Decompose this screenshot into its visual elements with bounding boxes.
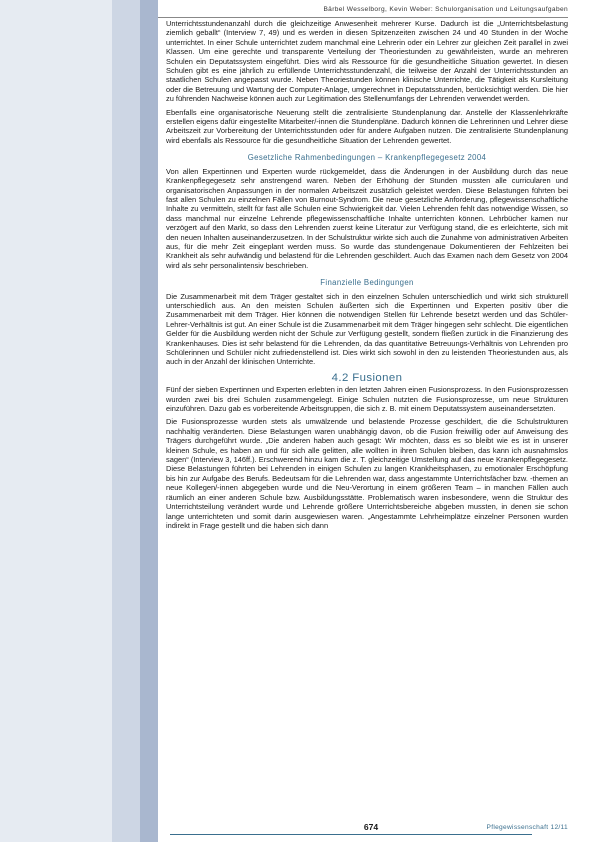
section-heading-fusionen: 4.2 Fusionen (331, 371, 403, 384)
footer-rule (170, 834, 532, 835)
heading-finanzielle-bedingungen: Finanzielle Bedingungen (320, 278, 414, 288)
paragraph-fusionen-belastung: Die Fusionsprozesse wurden stets als umwälzende und belastende Prozesse geschildert, die die Schulstrukturen nachhaltig veränderten. Diese Belastungen waren unabhängig davon, ob die Fusion freiwillig oder auf Anweisung des Trägers durchgeführt wurde. „Die anderen haben auch gesagt: Wir möchten, dass es so bleibt wie es ist in unserer kleinen Schule, es haben an und für sich alle gelitten, alle wollten in ihren Schulen bleiben, das kann ich ausnahmslos sagen“ (Interview 3, 146ff.). Erschwerend hinzu kam die z. T. gleichzeitige Umstellung auf das neue Krankenpflegegesetz. Diese Belastungen führten bei Lehrenden in einigen Schulen zu langen Krankheitsphasen, zu emotionaler Erschöpfung bis hin zur Aufgabe des Berufs. Bedeutsam für die Lehrenden war, dass angestammte Unterrichtsfächer bzw. -themen an neue Kollegen/-innen abgegeben wurde und die Neu-Verortung in einem größeren Team – in manchen Fällen auch räumlich an einer anderen Schule bzw. Ausbildungsstätte. Problematisch waren insbesondere, wenn die Struktur des Unterrichtsteilung verändert wurde und Lehrende größere Unterrichtsbereiche abgeben mussten, in denen sie schon lange unterrichteten und somit darin ausgewiesen waren. „Angestammte Lehrheimplätze einzelner Personen wurden indirekt in Frage gestellt und die haben sich dann (166, 417, 568, 530)
journal-name: Pflegewissenschaft 12/11 (486, 824, 568, 831)
decorative-sidebar (0, 0, 158, 842)
page-number: 674 (363, 822, 379, 832)
header-rule (158, 17, 568, 18)
paragraph-deputat: Unterrichtsstundenanzahl durch die gleichzeitige Anwesenheit mehrerer Kurse. Dadurch ist die „Unterrichtsbelastung ziemlich geballt“ (Interview 7, 49) und es werden in diesen Spitzenzeiten zwischen 24 und 40 Stunden in der Woche unterrichtet. In einer Schule unterrichtet zudem manchmal eine Lehrerin oder ein Lehrer zur gleichen Zeit parallel in zwei Klassen. Um eine gerechte und transparente Verteilung der Theoriestunden zu gewährleisten, wurde an mehreren Schulen ein Deputatssystem eingeführt. Dies wird als Ressource für die gesundheitliche Situation gewertet. In diesen Schulen gibt es eine jährlich zu erfüllende Unterrichtsstundenzahl, die teilweise der Anzahl der Unterrichtsstunden an staatlichen Schulen angepasst wurde. Neben Theoriestunden können klinische Unterrichte, die Tätigkeit als Kursleitung oder die Betreuung und Wartung der Computer-Anlage, umgerechnet in Deputatsstunden, berücksichtigt werden. Die hier zu führenden Nachweise können auch zur Legitimation des Stellenumfangs der Lehrenden verwendet werden. (166, 19, 568, 104)
heading-gesetzliche-rahmenbedingungen: Gesetzliche Rahmenbedingungen – Krankenpflegegesetz 2004 (247, 153, 487, 163)
sidebar-band-inner (140, 0, 158, 842)
paragraph-krankenpflegegesetz: Von allen Expertinnen und Experten wurde rückgemeldet, dass die Änderungen in der Ausbildung durch das neue Krankenpflegegesetz sehr anstrengend waren. Neben der Erhöhung der Stunden mussten alle curricularen und organisatorischen Anpassungen in der normalen Arbeitszeit zusätzlich geleistet werden. Diese Belastungen führten bei fast allen Schulen zu einzelnen Fällen von Burnout-Syndrom. Die neue gesetzliche Anforderung, pflegewissenschaftliche Inhalte zu vermitteln, stellt für fast alle Schulen eine Schwierigkeit dar. Vielen Lehrenden fehlt das notwendige Wissen, so dass manchmal nur einzelne Lehrende pflegewissenschaftliche Inhalte unterrichten können. Lehrbücher kamen nur verzögert auf den Markt, so dass den Lehrenden zuerst keine Literatur zur Verfügung stand, die es erleichterte, sich mit den neuen Inhalten auseinanderzusetzen. In der Schulstruktur wirkte sich auch die Zunahme von administrativen Arbeiten aus, für die mehr Zeit eingeplant werden muss. So wurde das stundengenaue Dokumentieren der Fehlzeiten bei Krankheit als sehr aufwändig und belastend für die Lehrenden geschildert. Auch das Examen nach dem Gesetz von 2004 wird als sehr personalintensiv beschrieben. (166, 166, 568, 270)
sidebar-band-outer (0, 0, 112, 842)
article-body (166, 19, 568, 534)
running-header: Bärbel Wesselborg, Kevin Weber: Schulorganisation und Leitungsaufgaben (323, 6, 568, 13)
paragraph-stundenplanung: Ebenfalls eine organisatorische Neuerung stellt die zentralisierte Stundenplanung dar. Anstelle der Klassenlehrkräfte erstellen eigens dafür eingestellte Mitarbeiter/-innen die Stundenpläne. Dadurch können die Lehrerinnen und Lehrer diese Arbeitszeit zur Vorbereitung der Unterrichtsstunden oder für andere Aufgaben nutzen. Die zentralisierte Stundenplanung wird ebenfalls als Ressource für die gesundheitliche Situation der Lehrenden gewertet. (166, 107, 568, 145)
sidebar-band-middle (112, 0, 140, 842)
paragraph-fusionen-intro: Fünf der sieben Expertinnen und Experten erlebten in den letzten Jahren einen Fusionsprozess. In den Fusionsprozessen wurden zwei bis drei Schulen zusammengelegt. Einige Schulen nutzten die Fusionsprozesse, um neue Strukturen einzuführen. Dazu gab es vorbereitende Arbeitsgruppen, die sich z. B. mit einem Deputatssystem auseinandersetzten. (166, 385, 568, 414)
paragraph-finanzen: Die Zusammenarbeit mit dem Träger gestaltet sich in den einzelnen Schulen unterschiedlich und wirkt sich strukturell unterschiedlich aus. An den meisten Schulen äußerten sich die Expertinnen und Experten positiv über die Zusammenarbeit mit dem Träger. Hier können die notwendigen Stellen für Lehrende besetzt werden und das Schüler-Lehrer-Verhältnis ist gut. An einer Schule ist die Zusammenarbeit mit dem Träger hingegen sehr schlecht. Die eigentlichen Gelder für die Ausbildung werden nicht der Schule zur Verfügung gestellt, sondern fließen zurück in die Finanzierung des Krankenhauses. Dies ist sehr belastend für die Lehrenden, da das quantitative Betreuungs-Verhältnis von Lehrenden pro Schülerinnen und Schüler nicht zufriedenstellend ist. Dies wirkt sich sowohl in den zu leistenden Theoriestunden aus, als auch in der Anzahl der klinischen Unterrichte. (166, 291, 568, 367)
